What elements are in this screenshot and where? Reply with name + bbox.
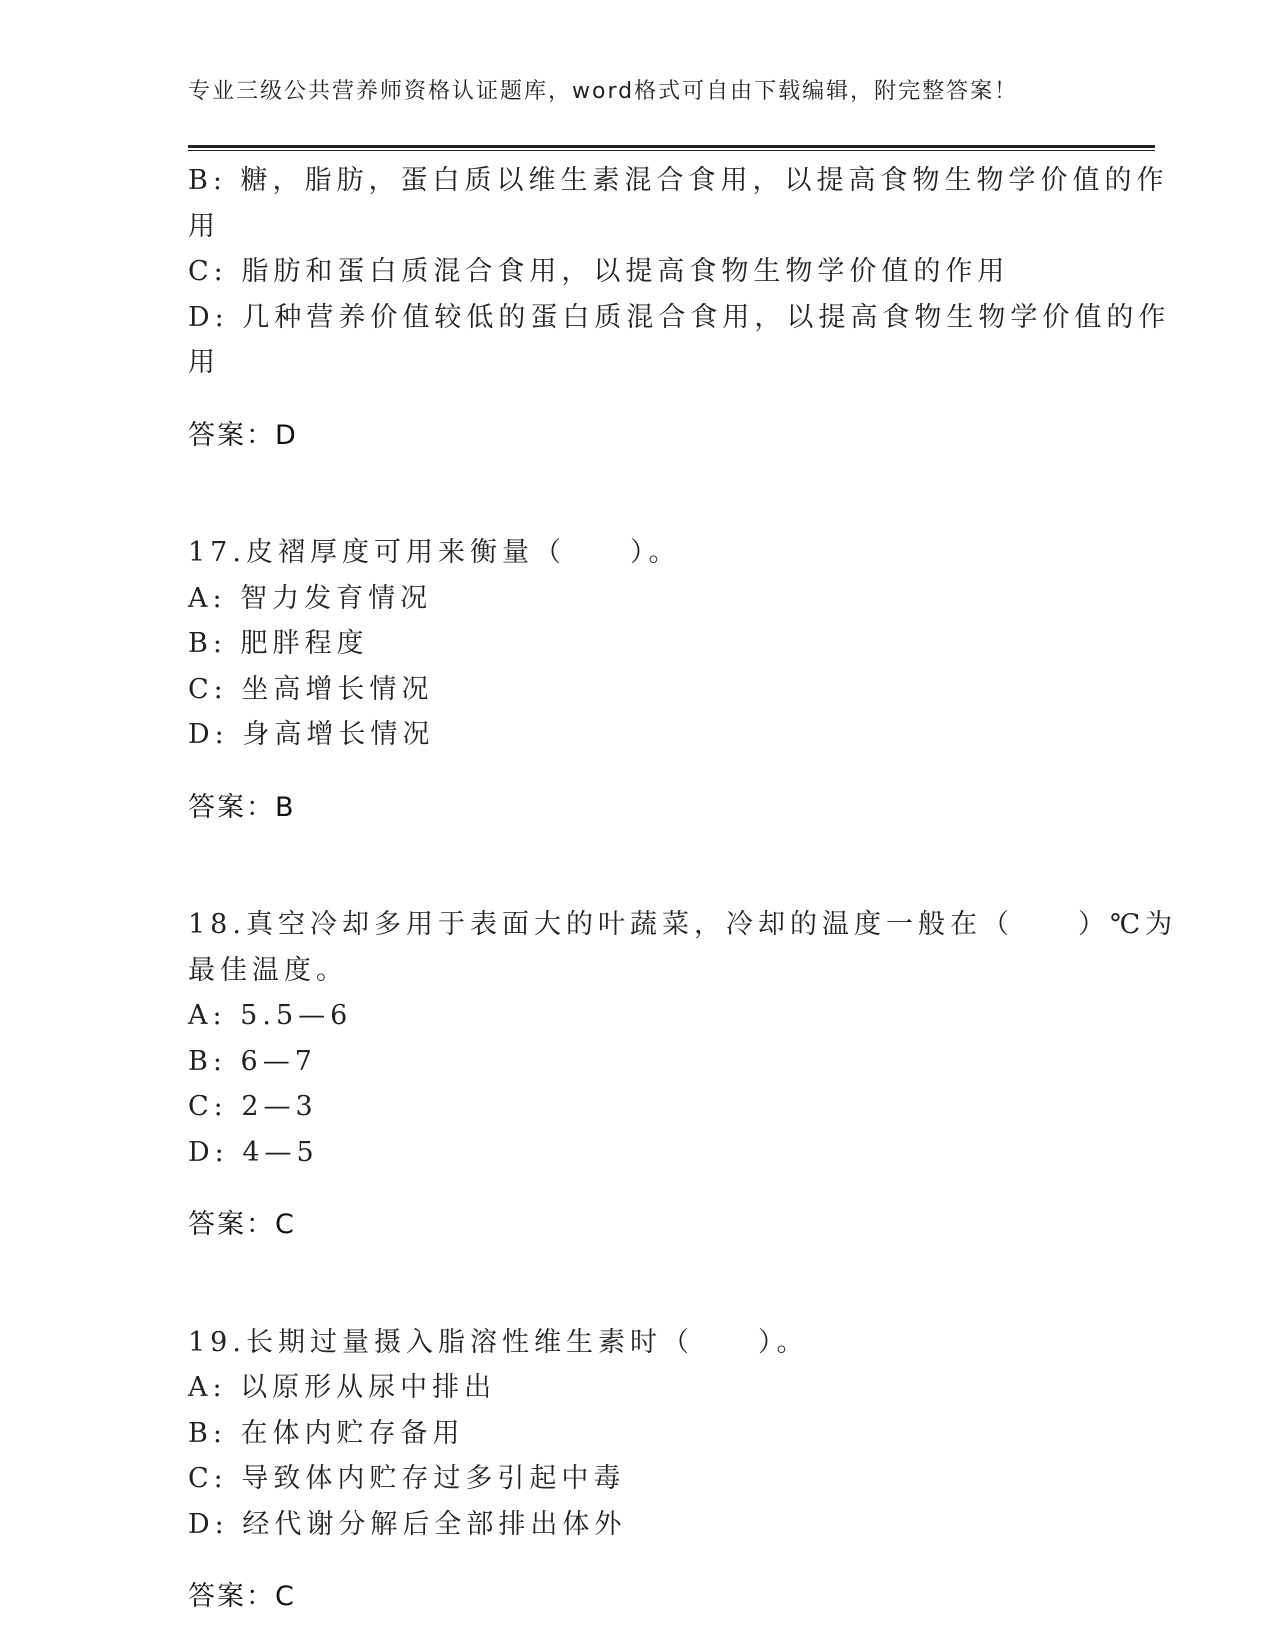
question-stem: 17.皮褶厚度可用来衡量（ ）。 xyxy=(188,537,681,568)
option-d: D: 几种营养价值较低的蛋白质混合食用，以提高食物生物学价值的作 xyxy=(188,301,1171,333)
question-stem: 18.真空冷却多用于表面大的叶蔬菜，冷却的温度一般在（ ）℃为 xyxy=(188,909,1178,940)
option-b: B: 6—7 xyxy=(188,1045,317,1077)
option-d: D: 4—5 xyxy=(188,1136,319,1168)
option-c: C: 坐高增长情况 xyxy=(188,673,434,705)
page-header: 专业三级公共营养师资格认证题库，word格式可自由下载编辑，附完整答案！ xyxy=(188,79,1019,104)
answer: 答案：B xyxy=(188,791,296,823)
prev-question-options xyxy=(188,158,1171,458)
header-divider-thin xyxy=(188,150,1155,151)
option-c: C: 脂肪和蛋白质混合食用，以提高食物生物学价值的作用 xyxy=(188,256,1010,287)
spacer xyxy=(188,857,1088,902)
option-d: D: 身高增长情况 xyxy=(188,719,435,750)
spacer xyxy=(188,1275,1088,1320)
option-a: A: 以原形从尿中排出 xyxy=(188,1372,497,1403)
question-content xyxy=(188,158,1178,1647)
option-a: A: 智力发育情况 xyxy=(188,582,433,614)
question-stem-wrap: 最佳温度。 xyxy=(188,954,348,986)
option-d-wrap: 用 xyxy=(188,347,220,378)
option-b-wrap: 用 xyxy=(188,210,220,242)
answer: 答案：D xyxy=(188,419,298,451)
option-b: B: 肥胖程度 xyxy=(188,628,369,659)
question-17 xyxy=(188,530,1088,830)
option-b: B: 在体内贮存备用 xyxy=(188,1417,465,1449)
question-stem: 19.长期过量摄入脂溶性维生素时（ ）。 xyxy=(188,1326,809,1358)
option-d: D: 经代谢分解后全部排出体外 xyxy=(188,1508,627,1540)
header-divider xyxy=(188,145,1155,148)
option-c: C: 2—3 xyxy=(188,1091,318,1122)
question-18 xyxy=(188,902,1178,1248)
question-19 xyxy=(188,1320,1088,1620)
option-b: B: 糖，脂肪，蛋白质以维生素混合食用，以提高食物生物学价值的作 xyxy=(188,165,1169,196)
spacer xyxy=(188,485,1088,530)
option-a: A: 5.5—6 xyxy=(188,1000,353,1031)
answer: 答案：C xyxy=(188,1581,296,1612)
answer: 答案：C xyxy=(188,1209,296,1240)
option-c: C: 导致体内贮存过多引起中毒 xyxy=(188,1463,626,1494)
